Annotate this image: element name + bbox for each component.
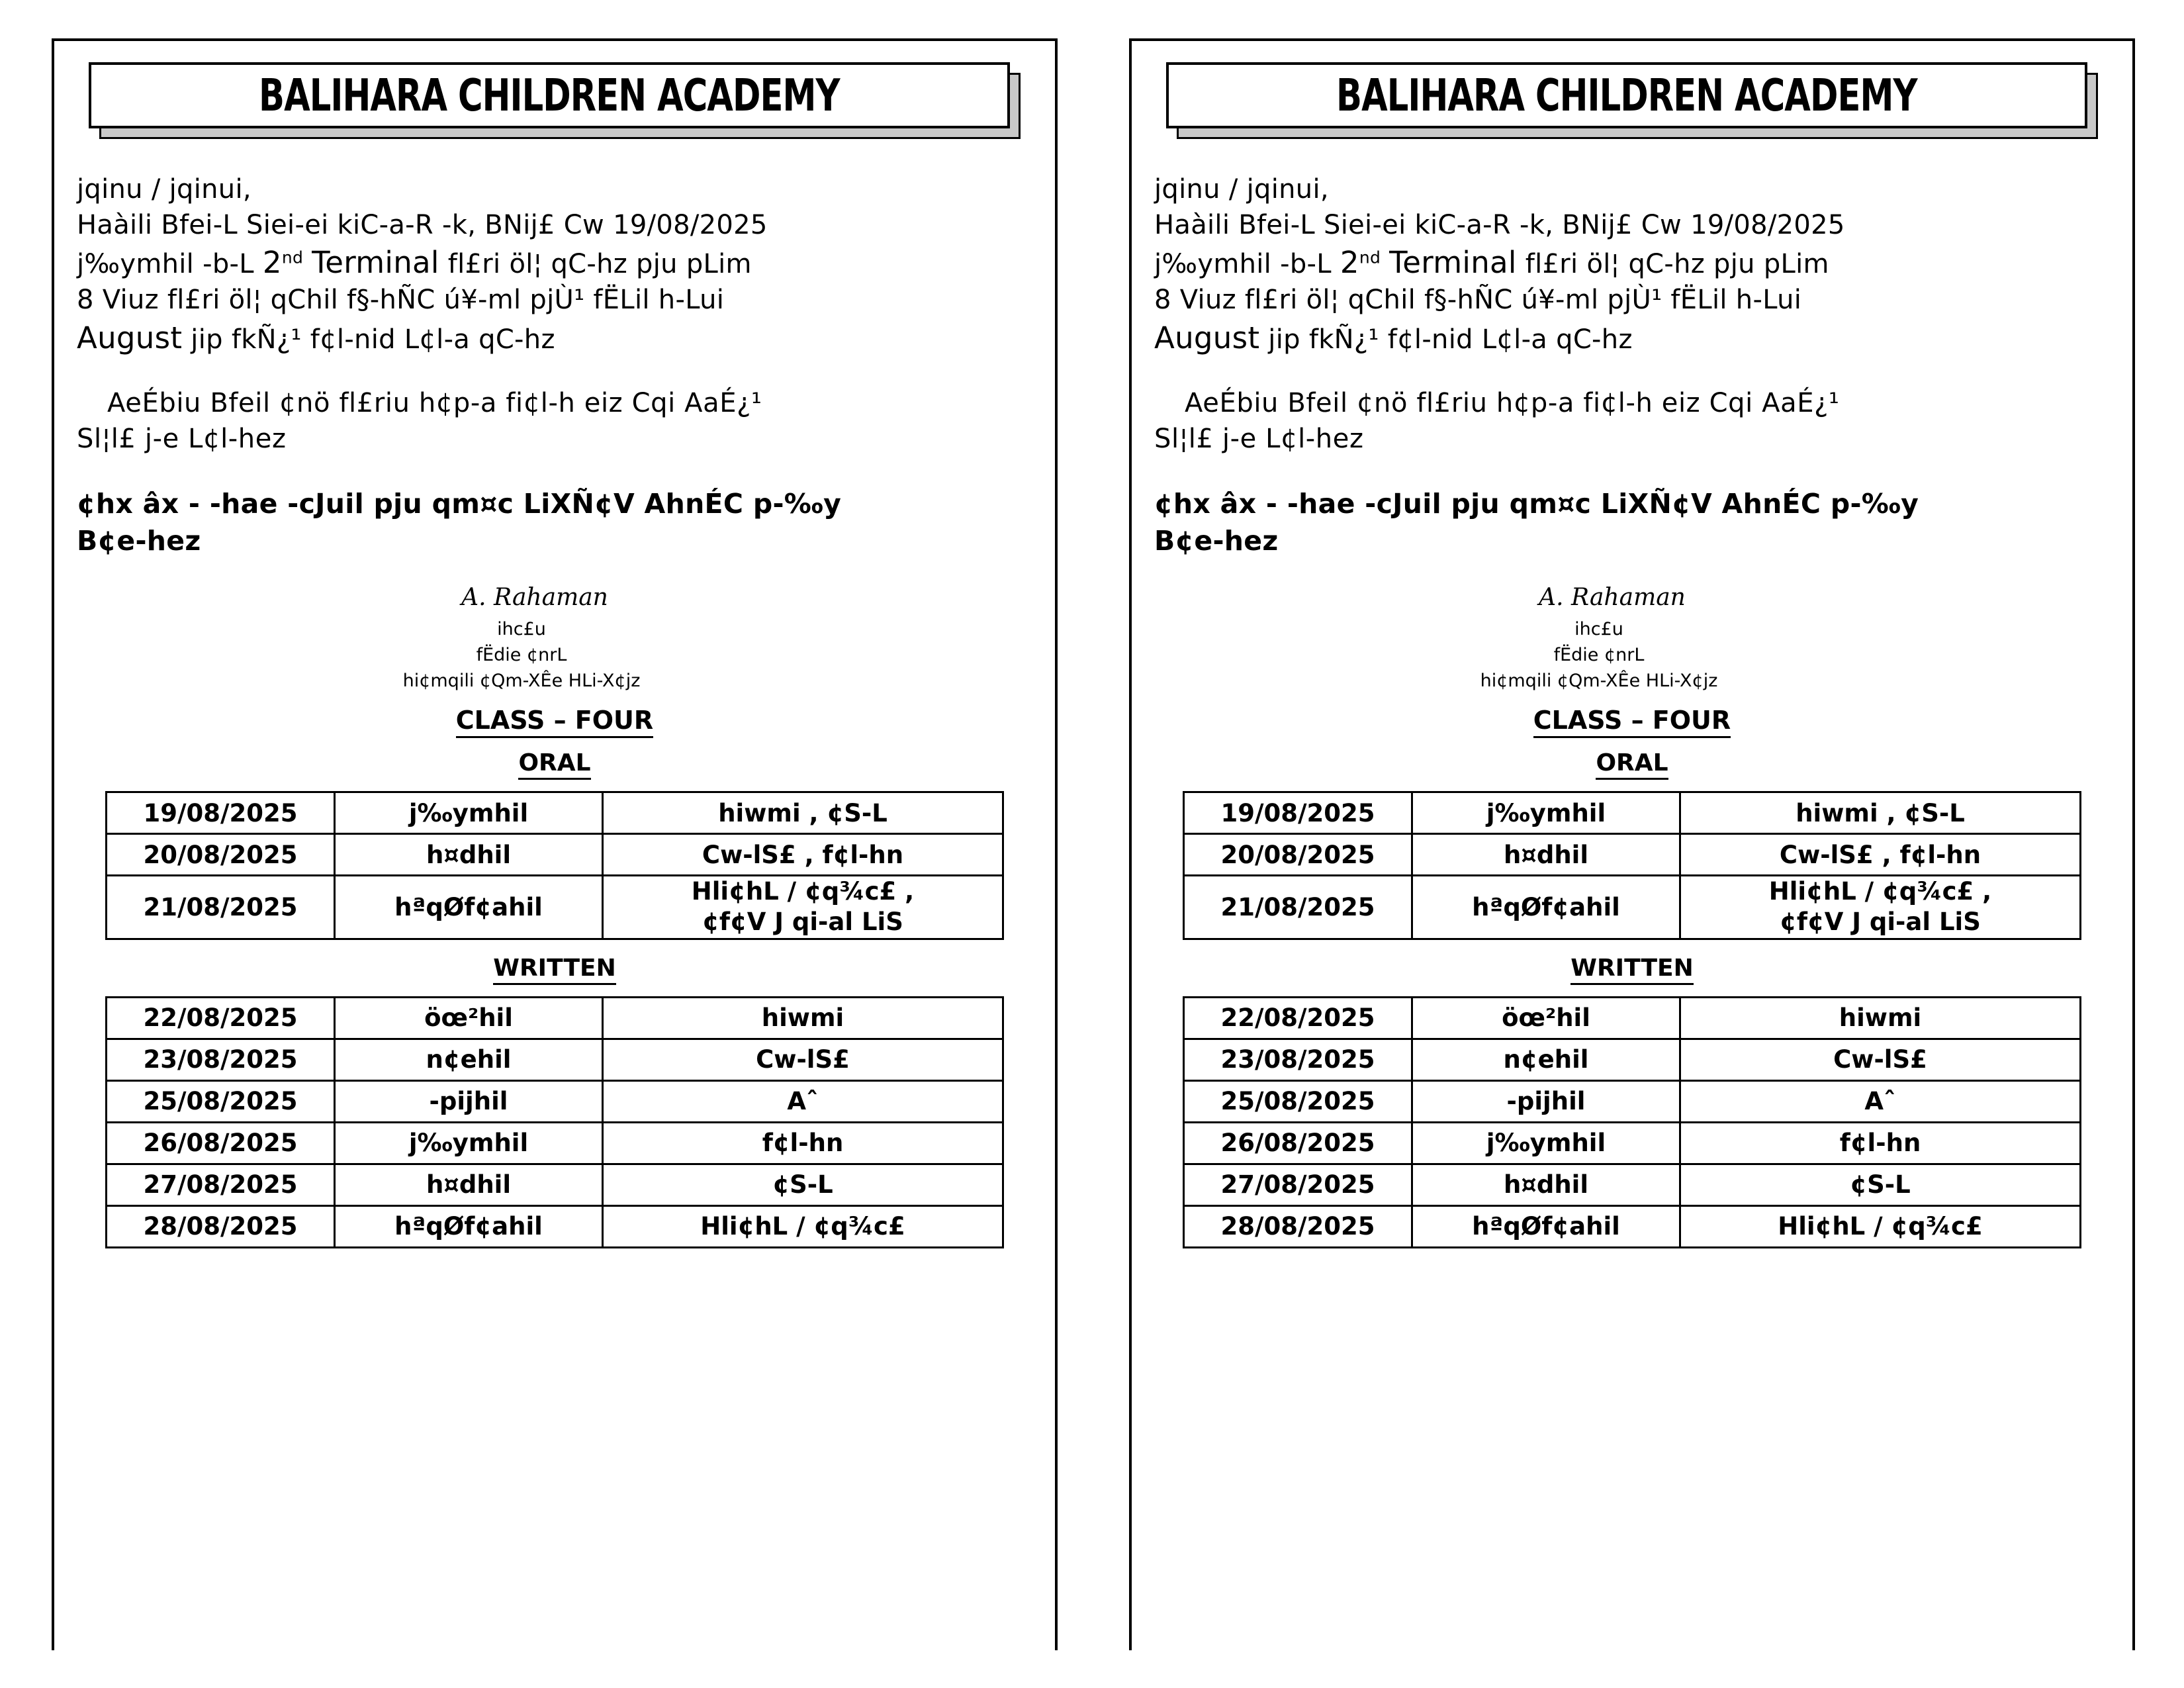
body-line-2-prefix: j‰ymhil -b-L [1154, 249, 1340, 280]
table-row [1184, 1205, 2081, 1247]
body-line-2-rest: fl£ri öl¦ qC-hz pju pLim [1516, 249, 1829, 280]
table-row [107, 792, 1003, 834]
written-subject-1: hiwmi [603, 997, 1003, 1039]
signature-line-1: ihc£u [1574, 618, 1623, 639]
paragraph-3-line-2: B¢e-hez [1154, 525, 1279, 557]
signature-block [77, 616, 1032, 694]
table-row [107, 997, 1003, 1039]
table-row [107, 876, 1003, 939]
letter-body [1154, 172, 2110, 358]
written-day-6: hªqØf¢ahil [1412, 1205, 1680, 1247]
oral-subject-1: hiwmi , ¢S-L [603, 792, 1003, 834]
class-label-text: CLASS – FOUR [1533, 706, 1731, 738]
body-line-2-number: 2 [1340, 245, 1359, 281]
paragraph-2-text-1: AeÉbiu Bfeil ¢nö fl£riu h¢p-a fi¢l-h eiz Cqi AaÉ¿¹ [107, 388, 762, 419]
written-subject-4: f¢l-hn [603, 1122, 1003, 1164]
signature-line-2: fËdie ¢nrL [476, 644, 567, 665]
title-banner-box [1166, 62, 2087, 128]
body-line-1: Haàili Bfei-L Siei-ei kiC-a-R -k, BNij£ Cw 19/08/2025 [1154, 209, 1845, 240]
signature-line-3: hi¢mqili ¢Qm-XÊe HLi-X¢jz [402, 671, 641, 691]
table-row [107, 1080, 1003, 1122]
title-banner-box [89, 62, 1010, 128]
oral-heading [77, 749, 1032, 776]
body-line-3: 8 Viuz fl£ri öl¦ qChil f§-hÑC ú¥-ml pjÙ¹ fËLil h-Lui [1154, 285, 1802, 316]
table-row [1184, 1164, 2081, 1205]
written-date-2: 23/08/2025 [107, 1039, 335, 1080]
oral-day-3: hªqØf¢ahil [335, 876, 603, 939]
oral-subject-3-line-2: ¢f¢V J qi-al LiS [702, 908, 903, 937]
body-line-2 [1154, 243, 2110, 283]
title-banner [1162, 60, 2106, 139]
table-row [107, 834, 1003, 876]
oral-day-2: h¤dhil [1412, 834, 1680, 876]
signature: A. Rahaman [461, 583, 608, 611]
body-line-2-rest: fl£ri öl¦ qC-hz pju pLim [439, 249, 752, 280]
written-day-5: h¤dhil [1412, 1164, 1680, 1205]
body-line-2-prefix: j‰ymhil -b-L [77, 249, 263, 280]
class-label-text: CLASS – FOUR [456, 706, 653, 738]
written-heading-text: WRITTEN [1570, 955, 1693, 985]
oral-table [105, 791, 1004, 940]
letter-body [77, 172, 1032, 358]
written-subject-5: ¢S-L [603, 1164, 1003, 1205]
written-date-4: 26/08/2025 [107, 1122, 335, 1164]
written-heading-text: WRITTEN [493, 955, 615, 985]
table-row [1184, 997, 2081, 1039]
written-day-3: -pijhil [1412, 1080, 1680, 1122]
oral-subject-3-line-2: ¢f¢V J qi-al LiS [1780, 908, 1981, 937]
class-label [77, 706, 1032, 735]
written-day-1: öœ²hil [1412, 997, 1680, 1039]
table-row [107, 1164, 1003, 1205]
oral-date-2: 20/08/2025 [1184, 834, 1412, 876]
body-line-3: 8 Viuz fl£ri öl¦ qChil f§-hÑC ú¥-ml pjÙ¹ fËLil h-Lui [77, 285, 725, 316]
signature: A. Rahaman [1539, 583, 1686, 611]
oral-day-1: j‰ymhil [335, 792, 603, 834]
greeting: jqinu / jqinui, [77, 174, 251, 205]
written-date-3: 25/08/2025 [107, 1080, 335, 1122]
table-row [1184, 1122, 2081, 1164]
written-date-1: 22/08/2025 [1184, 997, 1412, 1039]
written-day-5: h¤dhil [335, 1164, 603, 1205]
written-date-3: 25/08/2025 [1184, 1080, 1412, 1122]
written-day-4: j‰ymhil [335, 1122, 603, 1164]
oral-subject-2: Cw-lS£ , f¢l-hn [1680, 834, 2081, 876]
signature-block [1154, 616, 2110, 694]
oral-table [1183, 791, 2081, 940]
written-day-6: hªqØf¢ahil [335, 1205, 603, 1247]
oral-date-1: 19/08/2025 [1184, 792, 1412, 834]
written-date-2: 23/08/2025 [1184, 1039, 1412, 1080]
written-subject-2: Cw-lS£ [1680, 1039, 2081, 1080]
table-row [1184, 876, 2081, 939]
oral-heading [1154, 749, 2110, 776]
paragraph-2-line-2: Sl¦l£ j-e L¢l-hez [77, 423, 287, 454]
oral-day-1: j‰ymhil [1412, 792, 1680, 834]
written-subject-6: Hli¢hL / ¢q¾c£ [1680, 1205, 2081, 1247]
written-table [1183, 996, 2081, 1248]
school-name: BALIHARA CHILDREN ACADEMY [259, 69, 840, 122]
written-day-1: öœ²hil [335, 997, 603, 1039]
written-subject-3: Aˆ [603, 1080, 1003, 1122]
body-line-4 [77, 318, 1032, 358]
table-row [1184, 834, 2081, 876]
oral-subject-3-line-1: Hli¢hL / ¢q¾c£ , [1768, 877, 1992, 906]
written-date-6: 28/08/2025 [107, 1205, 335, 1247]
notice-copy-right [1129, 38, 2135, 1650]
written-heading [77, 955, 1032, 982]
written-subject-1: hiwmi [1680, 997, 2081, 1039]
body-line-2 [77, 243, 1032, 283]
oral-date-3: 21/08/2025 [1184, 876, 1412, 939]
oral-subject-3 [1680, 876, 2081, 939]
oral-subject-3-line-1: Hli¢hL / ¢q¾c£ , [691, 877, 915, 906]
written-date-6: 28/08/2025 [1184, 1205, 1412, 1247]
paragraph-2 [1154, 386, 2110, 457]
written-date-1: 22/08/2025 [107, 997, 335, 1039]
written-date-5: 27/08/2025 [1184, 1164, 1412, 1205]
signature-line-2: fËdie ¢nrL [1553, 644, 1645, 665]
table-row [1184, 1039, 2081, 1080]
written-date-5: 27/08/2025 [107, 1164, 335, 1205]
paragraph-2-text-1: AeÉbiu Bfeil ¢nö fl£riu h¢p-a fi¢l-h eiz Cqi AaÉ¿¹ [1185, 388, 1840, 419]
table-row [1184, 1080, 2081, 1122]
oral-subject-2: Cw-lS£ , f¢l-hn [603, 834, 1003, 876]
table-row [107, 1039, 1003, 1080]
table-row [1184, 792, 2081, 834]
oral-date-2: 20/08/2025 [107, 834, 335, 876]
body-line-4-month: August [1154, 320, 1260, 356]
written-day-2: n¢ehil [335, 1039, 603, 1080]
written-subject-3: Aˆ [1680, 1080, 2081, 1122]
body-line-4-rest: jip fkÑ¿¹ f¢l-nid L¢l-a qC-hz [182, 324, 555, 355]
greeting: jqinu / jqinui, [1154, 174, 1329, 205]
oral-day-3: hªqØf¢ahil [1412, 876, 1680, 939]
oral-subject-1: hiwmi , ¢S-L [1680, 792, 2081, 834]
oral-heading-text: ORAL [1596, 749, 1668, 780]
class-label [1154, 706, 2110, 735]
body-line-1: Haàili Bfei-L Siei-ei kiC-a-R -k, BNij£ Cw 19/08/2025 [77, 209, 768, 240]
paragraph-2-line-1 [77, 386, 1032, 422]
paragraph-2-line-1 [1154, 386, 2110, 422]
written-heading [1154, 955, 2110, 982]
oral-date-3: 21/08/2025 [107, 876, 335, 939]
paragraph-3-line-2: B¢e-hez [77, 525, 201, 557]
paragraph-3 [77, 485, 1032, 560]
written-date-4: 26/08/2025 [1184, 1122, 1412, 1164]
title-banner [85, 60, 1028, 139]
paragraph-3-line-1: ¢hx âx - -hae -cJuil pju qm¤c LiXÑ¢V AhnÉC p-‰y [77, 487, 842, 520]
oral-subject-3 [603, 876, 1003, 939]
paragraph-3-line-1: ¢hx âx - -hae -cJuil pju qm¤c LiXÑ¢V AhnÉC p-‰y [1154, 487, 1919, 520]
body-line-2-ordinal: nd [281, 248, 304, 267]
written-subject-4: f¢l-hn [1680, 1122, 2081, 1164]
written-subject-5: ¢S-L [1680, 1164, 2081, 1205]
signature-line-3: hi¢mqili ¢Qm-XÊe HLi-X¢jz [1480, 671, 1718, 691]
oral-heading-text: ORAL [518, 749, 590, 780]
school-name: BALIHARA CHILDREN ACADEMY [1336, 69, 1917, 122]
signature-line-1: ihc£u [497, 618, 546, 639]
body-line-4-month: August [77, 320, 183, 356]
notice-copy-left [52, 38, 1058, 1650]
body-line-2-terminal: Terminal [1389, 245, 1517, 281]
body-line-4-rest: jip fkÑ¿¹ f¢l-nid L¢l-a qC-hz [1259, 324, 1633, 355]
body-line-4 [1154, 318, 2110, 358]
oral-date-1: 19/08/2025 [107, 792, 335, 834]
written-day-3: -pijhil [335, 1080, 603, 1122]
written-day-4: j‰ymhil [1412, 1122, 1680, 1164]
paragraph-2-line-2: Sl¦l£ j-e L¢l-hez [1154, 423, 1364, 454]
paragraph-3 [1154, 485, 2110, 560]
body-line-2-number: 2 [262, 245, 282, 281]
body-line-2-ordinal: nd [1359, 248, 1381, 267]
paragraph-2 [77, 386, 1032, 457]
table-row [107, 1122, 1003, 1164]
table-row [107, 1205, 1003, 1247]
written-subject-2: Cw-lS£ [603, 1039, 1003, 1080]
written-day-2: n¢ehil [1412, 1039, 1680, 1080]
oral-day-2: h¤dhil [335, 834, 603, 876]
written-subject-6: Hli¢hL / ¢q¾c£ [603, 1205, 1003, 1247]
written-table [105, 996, 1004, 1248]
body-line-2-terminal: Terminal [312, 245, 439, 281]
